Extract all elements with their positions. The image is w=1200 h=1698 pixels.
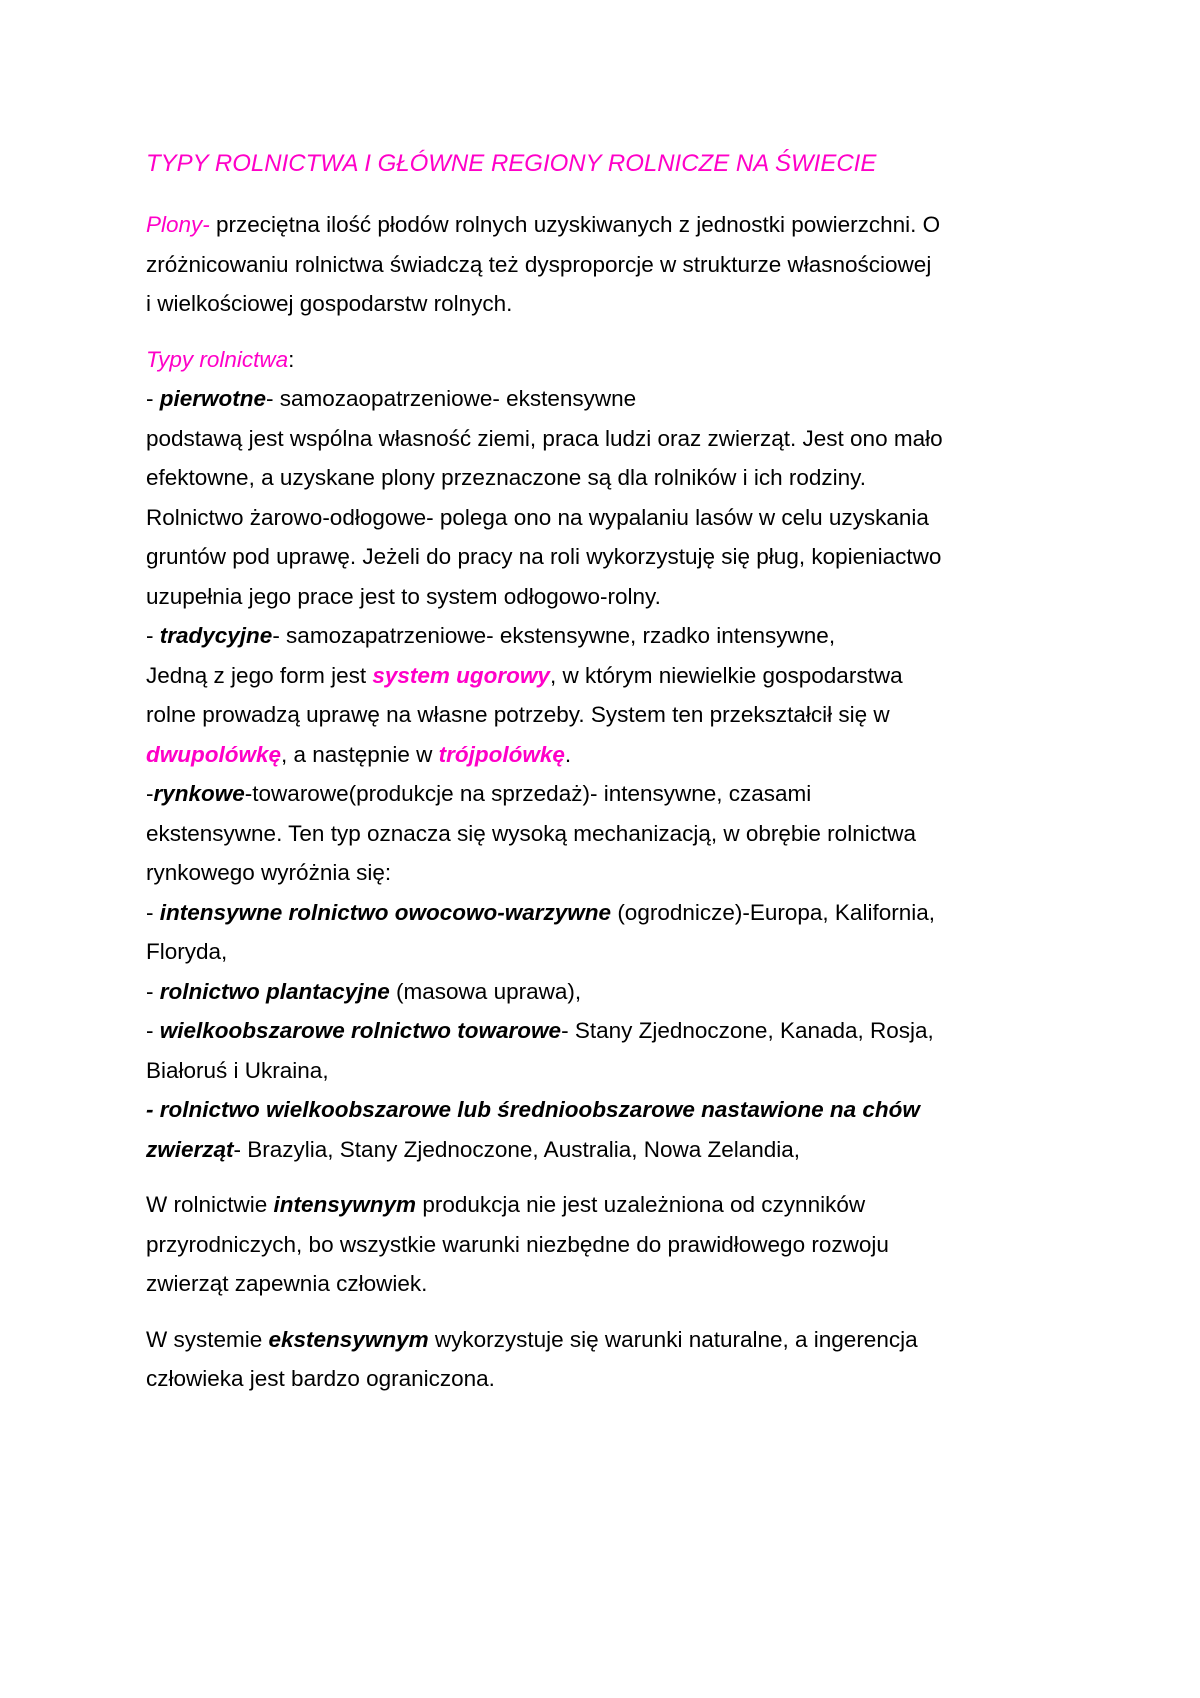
text-line: gruntów pod uprawę. Jeżeli do pracy na roli wykorzystuję się pług, kopieniactwo <box>146 544 942 569</box>
type-rynkowe-line <box>146 774 1086 814</box>
text-line: Floryda, <box>146 939 228 964</box>
term-owocowo-warzywne: intensywne rolnictwo owocowo-warzywne <box>159 899 612 925</box>
text-span: przeciętna ilość płodów rolnych uzyskiwanych z jednostki powierzchni. O <box>209 212 941 237</box>
text-span: wykorzystuje się warunki naturalne, a ingerencja <box>428 1326 918 1352</box>
term-chow-zwierzat-line1: - rolnictwo wielkoobszarowe lub średnioobszarowe nastawione na chów <box>146 1097 920 1122</box>
page-title: TYPY ROLNICTWA I GŁÓWNE REGIONY ROLNICZE NA ŚWIECIE <box>146 150 877 177</box>
term-plantacyjne: rolnictwo plantacyjne <box>159 978 390 1004</box>
term-chow-zwierzat-line2: zwierząt <box>146 1136 234 1162</box>
text-span: - Brazylia, Stany Zjednoczone, Australia, Nowa Zelandia, <box>233 1136 801 1162</box>
text-span: W systemie <box>146 1326 269 1352</box>
text-line: i wielkościowej gospodarstw rolnych. <box>146 291 513 316</box>
text-span: - Stany Zjednoczone, Kanada, Rosja, <box>561 1018 934 1043</box>
text-line: Rolnictwo żarowo-odłogowe- polega ono na wypalaniu lasów w celu uzyskania <box>146 504 929 530</box>
paragraph-plony <box>146 205 1086 324</box>
text-span: - <box>146 1018 160 1043</box>
paragraph-extensive <box>146 1320 1086 1399</box>
types-heading-line <box>146 340 1086 380</box>
term-ekstensywnym: ekstensywnym <box>268 1326 429 1352</box>
types-heading: Typy rolnictwa <box>146 346 289 372</box>
text-span: - samozapatrzeniowe- ekstensywne, rzadko intensywne, <box>272 623 836 648</box>
text-span: produkcja nie jest uzależniona od czynników <box>416 1192 866 1217</box>
text-line <box>146 656 1086 696</box>
text-span: - <box>146 899 160 925</box>
subtype-line <box>146 1011 1086 1051</box>
text-line: człowieka jest bardzo ograniczona. <box>146 1366 495 1391</box>
text-line: ekstensywne. Ten typ oznacza się wysoką mechanizacją, w obrębie rolnictwa <box>146 820 916 846</box>
text-span: - <box>146 978 160 1004</box>
text-line: Białoruś i Ukraina, <box>146 1057 329 1083</box>
text-line <box>146 205 1086 245</box>
term-plony: Plony- <box>146 212 210 237</box>
text-line <box>146 1185 1086 1225</box>
text-line: efektowne, a uzyskane plony przeznaczone są dla rolników i ich rodziny. <box>146 465 866 490</box>
type-pierwotne-line <box>146 379 1086 419</box>
term-intensywnym: intensywnym <box>273 1192 417 1217</box>
text-span: Jedną z jego form jest <box>146 662 373 688</box>
subtype-line <box>146 972 1086 1012</box>
paragraph-types <box>146 340 1086 1170</box>
subtype-line <box>146 893 1086 933</box>
term-trojpolowke: trójpolówkę <box>438 741 565 767</box>
text-line: podstawą jest wspólna własność ziemi, praca ludzi oraz zwierząt. Jest ono mało <box>146 425 943 451</box>
text-span: W rolnictwie <box>146 1192 274 1217</box>
term-dwupolowke: dwupolówkę <box>146 741 281 767</box>
text-line: uzupełnia jego prace jest to system odłogowo-rolny. <box>146 583 661 609</box>
text-span: (masowa uprawa), <box>389 978 582 1004</box>
text-line <box>146 1320 1086 1360</box>
text-line: zróżnicowaniu rolnictwa świadczą też dysproporcje w strukturze własnościowej <box>146 251 932 277</box>
text-span: , a następnie w <box>281 741 439 767</box>
type-tradycyjne-line <box>146 616 1086 656</box>
text-span: -towarowe(produkcje na sprzedaż)- intensywne, czasami <box>244 781 812 806</box>
text-span: . <box>564 741 572 767</box>
text-span: - <box>146 386 160 411</box>
term-tradycyjne: tradycyjne <box>159 623 273 648</box>
text-span: , w którym niewielkie gospodarstwa <box>549 662 903 688</box>
document-body <box>146 148 1086 1415</box>
text-line: przyrodniczych, bo wszystkie warunki niezbędne do prawidłowego rozwoju <box>146 1231 889 1257</box>
text-line: zwierząt zapewnia człowiek. <box>146 1271 428 1296</box>
subtype-line <box>146 1130 1086 1170</box>
text-span: - samozaopatrzeniowe- ekstensywne <box>266 386 637 411</box>
term-pierwotne: pierwotne <box>159 386 267 411</box>
text-line: rynkowego wyróżnia się: <box>146 860 392 885</box>
text-span: (ogrodnicze)-Europa, Kalifornia, <box>611 899 935 925</box>
text-span: - <box>146 781 154 806</box>
text-line: rolne prowadzą uprawę na własne potrzeby. System ten przekształcił się w <box>146 702 890 727</box>
text-span: : <box>288 346 295 372</box>
text-span: - <box>146 623 160 648</box>
text-line <box>146 735 1086 775</box>
paragraph-intensive <box>146 1185 1086 1304</box>
term-system-ugorowy: system ugorowy <box>372 662 550 688</box>
term-wielkoobszarowe-towarowe: wielkoobszarowe rolnictwo towarowe <box>159 1018 562 1043</box>
term-rynkowe: rynkowe <box>153 781 245 806</box>
